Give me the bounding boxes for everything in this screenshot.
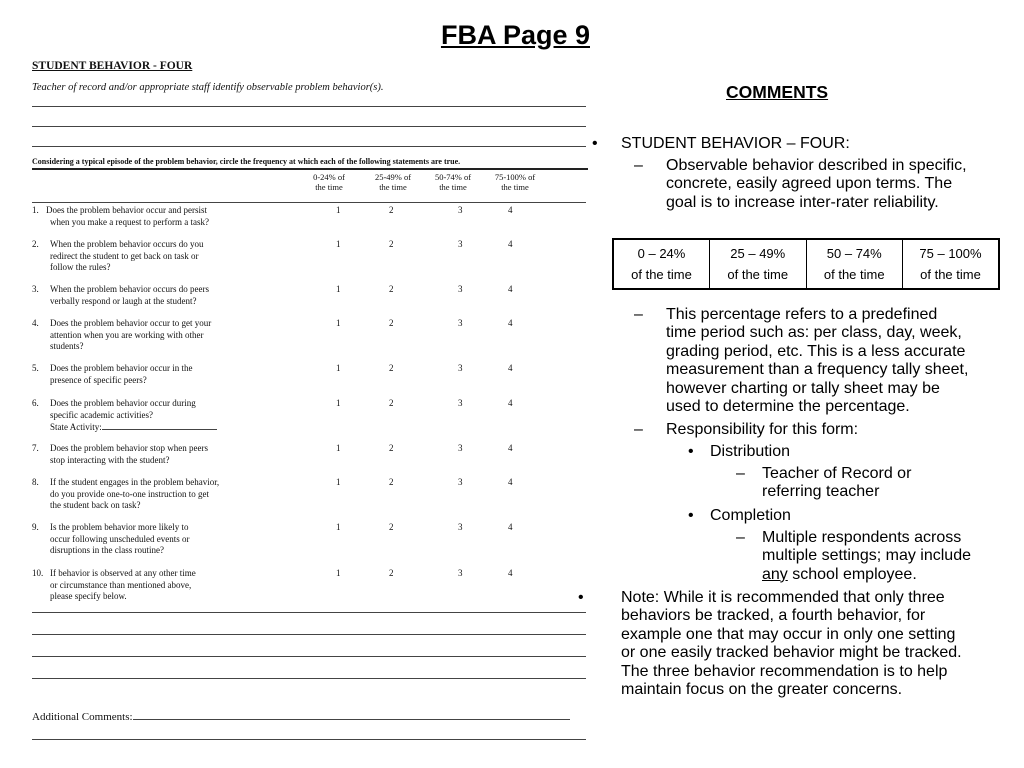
question-text: Does the problem behavior occur to get your attention when you are working with other students? — [50, 318, 212, 351]
frequency-option[interactable]: 4 — [508, 522, 513, 532]
frequency-option[interactable]: 2 — [389, 239, 394, 249]
frequency-option[interactable]: 4 — [508, 284, 513, 294]
frequency-option[interactable]: 2 — [389, 398, 394, 408]
question-text: When the problem behavior occurs do peers verbally respond or laugh at the student? — [50, 284, 209, 306]
answer-line[interactable] — [32, 656, 586, 657]
question-number: 5. — [32, 363, 39, 373]
frequency-option[interactable]: 4 — [508, 318, 513, 328]
answer-line[interactable] — [32, 106, 586, 107]
frequency-option[interactable]: 2 — [389, 568, 394, 578]
frequency-instruction: Considering a typical episode of the problem behavior, circle the frequency at which each of the following statements are true. — [32, 157, 461, 166]
frequency-option[interactable]: 1 — [336, 522, 341, 532]
bullet-icon: • — [688, 507, 694, 524]
frequency-option[interactable]: 3 — [458, 398, 463, 408]
frequency-option[interactable]: 1 — [336, 318, 341, 328]
frequency-option[interactable]: 2 — [389, 205, 394, 215]
comment-completion-detail: Multiple respondents across multiple settings; may include any school employee. — [762, 529, 971, 583]
question-text: Does the problem behavior occur in the presence of specific peers? — [50, 363, 193, 385]
additional-comments — [32, 709, 570, 723]
frequency-option[interactable]: 2 — [389, 363, 394, 373]
question-text: When the problem behavior occurs do you redirect the student to get back on task or follow the rules? — [50, 239, 204, 272]
comment-distribution: Distribution — [710, 443, 791, 460]
frequency-option[interactable]: 3 — [458, 363, 463, 373]
frequency-option[interactable]: 1 — [336, 477, 341, 487]
question-text: If behavior is observed at any other time or circumstance than mentioned above, please specify below. — [50, 568, 196, 601]
frequency-option[interactable]: 4 — [508, 443, 513, 453]
question-text: Does the problem behavior occur during specific academic activities? State Activity: — [50, 398, 270, 434]
question-number: 9. — [32, 522, 39, 532]
answer-line[interactable] — [32, 634, 586, 635]
answer-line[interactable] — [32, 678, 586, 679]
answer-line[interactable] — [32, 739, 586, 740]
frequency-option[interactable]: 1 — [336, 398, 341, 408]
question-number: 1. — [32, 205, 39, 215]
frequency-option[interactable]: 4 — [508, 205, 513, 215]
frequency-option[interactable]: 4 — [508, 239, 513, 249]
frequency-option[interactable]: 1 — [336, 568, 341, 578]
divider — [32, 202, 586, 203]
bullet-icon: • — [592, 135, 598, 152]
frequency-option[interactable]: 1 — [336, 363, 341, 373]
frequency-option[interactable]: 3 — [458, 568, 463, 578]
bullet-icon: • — [578, 589, 584, 606]
form-heading: STUDENT BEHAVIOR - FOUR — [32, 60, 193, 72]
percentage-cell: 50 – 74% of the time — [806, 239, 903, 289]
frequency-option[interactable]: 3 — [458, 522, 463, 532]
question-number: 6. — [32, 398, 39, 408]
question-number: 2. — [32, 239, 39, 249]
comment-distribution-detail: Teacher of Record or referring teacher — [762, 465, 912, 501]
state-activity-field[interactable] — [102, 421, 217, 430]
dash-icon: – — [736, 529, 745, 546]
dash-icon: – — [736, 465, 745, 482]
frequency-option[interactable]: 2 — [389, 284, 394, 294]
frequency-option[interactable]: 3 — [458, 477, 463, 487]
comment-note: Note: While it is recommended that only three behaviors be tracked, a fourth behavior, for example one that may occur in only one setting or one easily tracked behavior might be tracked. The three behavior recommendation is to help maintain focus on the greater concerns. — [621, 589, 962, 699]
comment-responsibility: Responsibility for this form: — [666, 421, 859, 438]
frequency-option[interactable]: 3 — [458, 239, 463, 249]
freq-header-2: 25-49% of the time — [374, 172, 412, 192]
question-number: 7. — [32, 443, 39, 453]
frequency-option[interactable]: 3 — [458, 284, 463, 294]
freq-header-3: 50-74% of the time — [434, 172, 472, 192]
question-text: Is the problem behavior more likely to occur following unscheduled events or disruptions in the class routine? — [50, 522, 190, 555]
percentage-table — [612, 238, 1000, 290]
question-number: 8. — [32, 477, 39, 487]
dash-icon: – — [634, 157, 643, 174]
comments-title: COMMENTS — [726, 82, 829, 102]
comment-completion: Completion — [710, 507, 791, 524]
question-text: Does the problem behavior stop when peers stop interacting with the student? — [50, 443, 208, 465]
frequency-option[interactable]: 3 — [458, 318, 463, 328]
frequency-option[interactable]: 4 — [508, 398, 513, 408]
question-number: 10. — [32, 568, 44, 578]
question-text: Does the problem behavior occur and persist when you make a request to perform a task? — [46, 205, 209, 227]
answer-line[interactable] — [32, 146, 586, 147]
question-number: 4. — [32, 318, 39, 328]
answer-line[interactable] — [32, 126, 586, 127]
additional-comments-label: Additional Comments: — [32, 711, 133, 723]
frequency-option[interactable]: 3 — [458, 205, 463, 215]
frequency-option[interactable]: 2 — [389, 477, 394, 487]
additional-comments-field[interactable] — [133, 709, 570, 720]
frequency-option[interactable]: 1 — [336, 443, 341, 453]
page-title: FBA Page 9 — [440, 20, 590, 50]
form-instruction: Teacher of record and/or appropriate staff identify observable problem behavior(s). — [32, 82, 384, 93]
percentage-cell: 25 – 49% of the time — [710, 239, 807, 289]
divider — [32, 168, 588, 170]
percentage-cell: 75 – 100% of the time — [903, 239, 1000, 289]
percentage-cell: 0 – 24% of the time — [613, 239, 710, 289]
question-text: If the student engages in the problem behavior, do you provide one-to-one instruction to get the student back on task? — [50, 477, 220, 510]
question-number: 3. — [32, 284, 39, 294]
frequency-option[interactable]: 3 — [458, 443, 463, 453]
bullet-icon: • — [688, 443, 694, 460]
frequency-option[interactable]: 1 — [336, 239, 341, 249]
frequency-option[interactable]: 2 — [389, 318, 394, 328]
answer-line[interactable] — [32, 612, 586, 613]
dash-icon: – — [634, 306, 643, 323]
freq-header-4: 75-100% of the time — [494, 172, 536, 192]
frequency-option[interactable]: 1 — [336, 284, 341, 294]
frequency-option[interactable]: 2 — [389, 522, 394, 532]
frequency-option[interactable]: 4 — [508, 363, 513, 373]
dash-icon: – — [634, 421, 643, 438]
frequency-option[interactable]: 2 — [389, 443, 394, 453]
comment-bullet-heading: STUDENT BEHAVIOR – FOUR: — [621, 135, 850, 152]
frequency-option[interactable]: 4 — [508, 568, 513, 578]
comment-observable: Observable behavior described in specific, concrete, easily agreed upon terms. The goal is to increase inter-rater reliability. — [666, 157, 967, 211]
freq-header-1: 0-24% of the time — [313, 172, 345, 192]
comment-percentage: This percentage refers to a predefined time period such as: per class, day, week, grading period, etc. This is a less accurate measurement than a frequency tally sheet, however charting or tally sheet may be used to determine the percentage. — [666, 306, 969, 416]
frequency-option[interactable]: 4 — [508, 477, 513, 487]
frequency-option[interactable]: 1 — [336, 205, 341, 215]
